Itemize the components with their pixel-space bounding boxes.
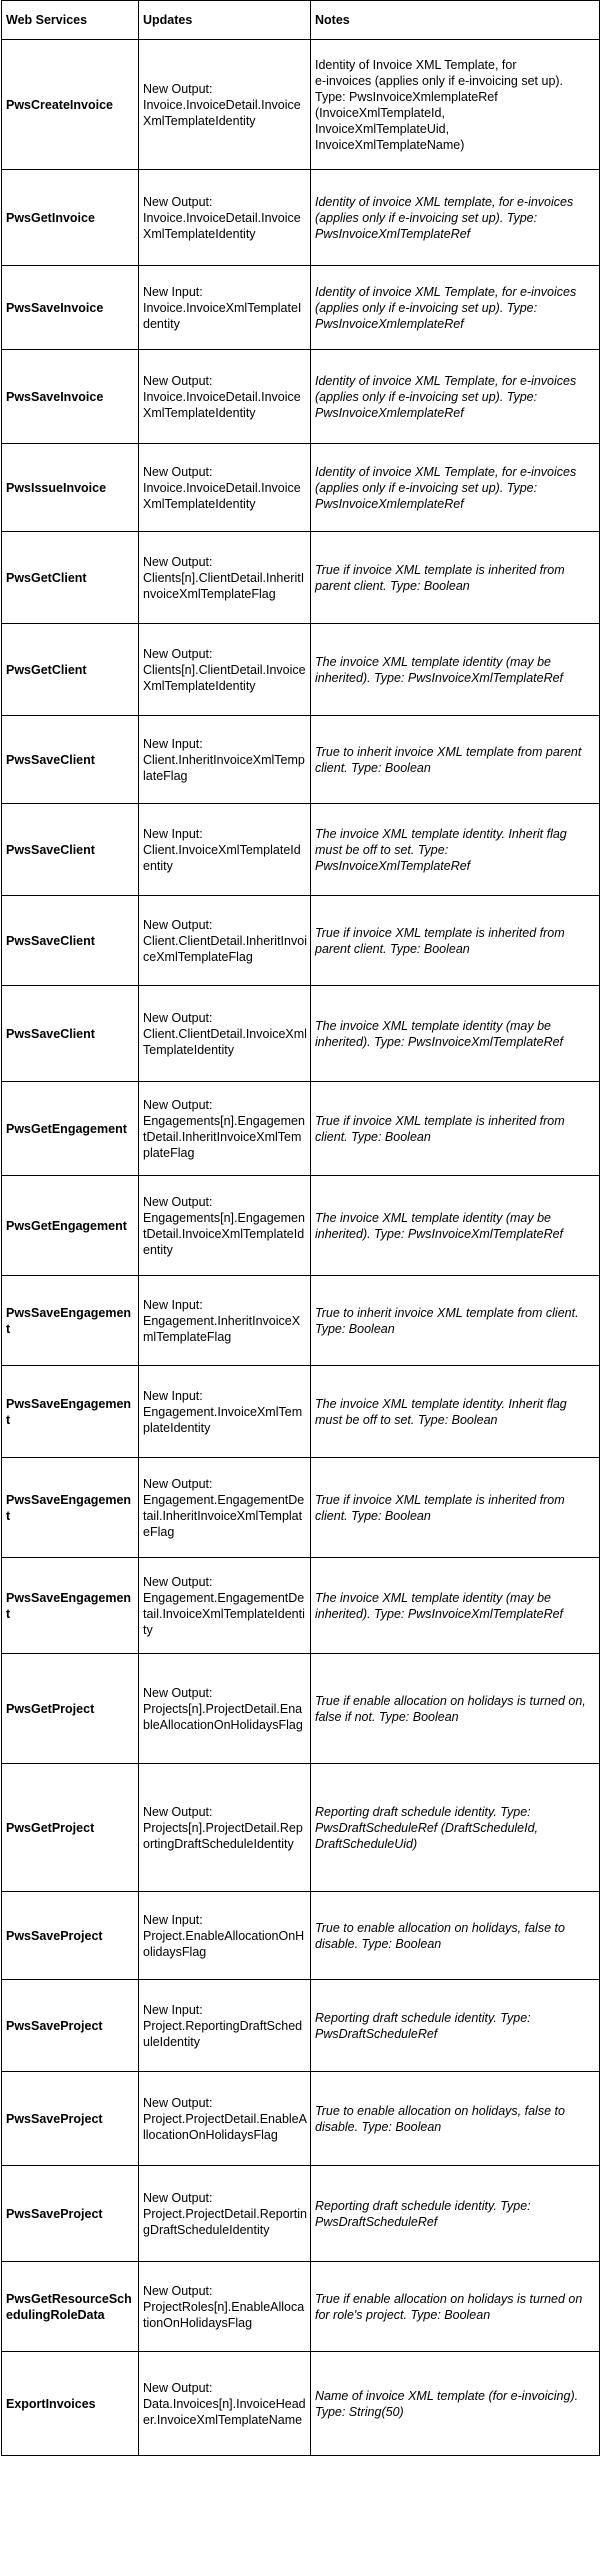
web-service-name: PwsSaveClient [2, 804, 139, 896]
table-row [2, 1980, 600, 2072]
note-text: Name of invoice XML template (for e-invoicing). Type: String(50) [315, 2388, 579, 2419]
web-service-name: ExportInvoices [2, 2352, 139, 2456]
web-service-name: PwsSaveProject [2, 2166, 139, 2262]
update-label: New Input: [143, 1388, 203, 1403]
update-label: New Output: [143, 1574, 213, 1589]
update-field: Projects[n].ProjectDetail.EnableAllocationOnHolidaysFlag [143, 1701, 303, 1732]
table-row [2, 2166, 600, 2262]
table-row [2, 266, 600, 350]
notes-cell [311, 624, 600, 716]
note-text: True if invoice XML template is inherited from client. Type: Boolean [315, 1492, 565, 1523]
update-field: Engagements[n].EngagementDetail.InheritInvoiceXmlTemplateFlag [143, 1113, 305, 1160]
web-service-name: PwsSaveClient [2, 986, 139, 1082]
update-label: New Input: [143, 1297, 203, 1312]
update-label: New Output: [143, 917, 213, 932]
notes-cell [311, 1176, 600, 1276]
update-cell [139, 1558, 311, 1654]
web-service-name: PwsSaveEngagement [2, 1276, 139, 1366]
update-cell [139, 716, 311, 804]
notes-cell [311, 1458, 600, 1558]
update-field: Project.ReportingDraftScheduleIdentity [143, 2018, 303, 2049]
update-cell [139, 40, 311, 170]
notes-cell [311, 716, 600, 804]
update-cell [139, 266, 311, 350]
notes-cell [311, 2262, 600, 2352]
update-cell [139, 1276, 311, 1366]
notes-cell [311, 170, 600, 266]
update-label: New Output: [143, 81, 213, 96]
note-text: The invoice XML template identity. Inherit flag must be off to set. Type: Boolean [315, 1396, 567, 1427]
table-row [2, 896, 600, 986]
update-field: Invoice.InvoiceDetail.InvoiceXmlTemplateIdentity [143, 210, 301, 241]
notes-cell [311, 40, 600, 170]
update-cell [139, 986, 311, 1082]
update-field: Engagement.EngagementDetail.InheritInvoiceXmlTemplateFlag [143, 1492, 305, 1539]
note-text: Identity of invoice XML Template, for e-invoices (applies only if e-invoicing set up). Type: PwsInvoiceXmlemplateRef [315, 284, 577, 331]
update-field: Engagement.EngagementDetail.InvoiceXmlTemplateIdentity [143, 1590, 305, 1637]
update-cell [139, 1980, 311, 2072]
update-cell [139, 532, 311, 624]
notes-cell [311, 2166, 600, 2262]
table-row [2, 1458, 600, 1558]
web-service-name: PwsSaveProject [2, 1980, 139, 2072]
column-header-updates: Updates [139, 1, 311, 40]
web-services-updates-table [1, 0, 600, 2456]
note-text: Type: PwsInvoiceXmlemplateRef [315, 89, 498, 104]
web-service-name: PwsGetEngagement [2, 1176, 139, 1276]
notes-cell [311, 1764, 600, 1892]
note-text: The invoice XML template identity (may be inherited). Type: PwsInvoiceXmlTemplateRef [315, 1210, 564, 1241]
web-service-name: PwsSaveClient [2, 716, 139, 804]
notes-cell [311, 804, 600, 896]
note-text: The invoice XML template identity (may be inherited). Type: PwsInvoiceXmlTemplateRef [315, 654, 564, 685]
update-field: Clients[n].ClientDetail.InheritInvoiceXmlTemplateFlag [143, 570, 305, 601]
update-field: Invoice.InvoiceXmlTemplateIdentity [143, 300, 302, 331]
update-label: New Output: [143, 2283, 213, 2298]
update-cell [139, 2072, 311, 2166]
web-service-name: PwsGetClient [2, 624, 139, 716]
update-field: ProjectRoles[n].EnableAllocationOnHolidaysFlag [143, 2299, 305, 2330]
table-row [2, 1558, 600, 1654]
notes-cell [311, 896, 600, 986]
table-row [2, 40, 600, 170]
update-field: Project.ProjectDetail.ReportingDraftScheduleIdentity [143, 2206, 307, 2237]
table-row [2, 350, 600, 444]
note-text: True if enable allocation on holidays is turned on, false if not. Type: Boolean [315, 1693, 586, 1724]
update-cell [139, 1654, 311, 1764]
table-body [2, 40, 600, 2456]
update-label: New Output: [143, 464, 213, 479]
table-row [2, 1366, 600, 1458]
table-row [2, 1176, 600, 1276]
update-cell [139, 1176, 311, 1276]
note-text: True to inherit invoice XML template from parent client. Type: Boolean [315, 744, 582, 775]
table-row [2, 624, 600, 716]
column-header-notes: Notes [311, 1, 600, 40]
web-service-name: PwsGetResourceSchedulingRoleData [2, 2262, 139, 2352]
update-label: New Output: [143, 1097, 213, 1112]
notes-cell [311, 986, 600, 1082]
note-text: Identity of invoice XML Template, for e-invoices (applies only if e-invoicing set up). Type: PwsInvoiceXmlemplateRef [315, 464, 577, 511]
update-field: Project.ProjectDetail.EnableAllocationOnHolidaysFlag [143, 2111, 307, 2142]
update-label: New Output: [143, 1194, 213, 1209]
update-label: New Input: [143, 284, 203, 299]
notes-cell [311, 2352, 600, 2456]
update-cell [139, 1458, 311, 1558]
update-field: Data.Invoices[n].InvoiceHeader.InvoiceXmlTemplateName [143, 2396, 306, 2427]
web-service-name: PwsSaveProject [2, 2072, 139, 2166]
web-service-name: PwsIssueInvoice [2, 444, 139, 532]
notes-cell [311, 1654, 600, 1764]
table-header-row [2, 1, 600, 40]
update-cell [139, 2262, 311, 2352]
update-field: Engagement.InheritInvoiceXmlTemplateFlag [143, 1313, 301, 1344]
note-text: The invoice XML template identity (may be inherited). Type: PwsInvoiceXmlTemplateRef [315, 1590, 564, 1621]
table-row [2, 1082, 600, 1176]
notes-cell [311, 266, 600, 350]
note-text: InvoiceXmlTemplateName) [315, 137, 465, 152]
web-service-name: PwsSaveInvoice [2, 350, 139, 444]
update-field: Clients[n].ClientDetail.InvoiceXmlTemplateIdentity [143, 662, 306, 693]
notes-cell [311, 2072, 600, 2166]
note-text: True if enable allocation on holidays is turned on for role's project. Type: Boolean [315, 2291, 583, 2322]
web-service-name: PwsSaveEngagement [2, 1458, 139, 1558]
update-field: Invoice.InvoiceDetail.InvoiceXmlTemplateIdentity [143, 389, 301, 420]
update-cell [139, 170, 311, 266]
note-text: True to enable allocation on holidays, false to disable. Type: Boolean [315, 1920, 565, 1951]
update-label: New Output: [143, 2380, 213, 2395]
table-row [2, 1764, 600, 1892]
table-row [2, 986, 600, 1082]
update-field: Invoice.InvoiceDetail.InvoiceXmlTemplateIdentity [143, 480, 301, 511]
note-text: True if invoice XML template is inherited from parent client. Type: Boolean [315, 925, 565, 956]
update-cell [139, 896, 311, 986]
table-row [2, 532, 600, 624]
web-service-name: PwsSaveInvoice [2, 266, 139, 350]
update-label: New Output: [143, 1804, 213, 1819]
update-label: New Input: [143, 2002, 203, 2017]
note-text: True if invoice XML template is inherited from client. Type: Boolean [315, 1113, 565, 1144]
note-text: True to enable allocation on holidays, false to disable. Type: Boolean [315, 2103, 565, 2134]
update-field: Projects[n].ProjectDetail.ReportingDraftScheduleIdentity [143, 1820, 303, 1851]
table-row [2, 1654, 600, 1764]
notes-cell [311, 1276, 600, 1366]
table-row [2, 170, 600, 266]
note-text: InvoiceXmlTemplateUid, [315, 121, 450, 136]
note-text: True if invoice XML template is inherited from parent client. Type: Boolean [315, 562, 565, 593]
notes-cell [311, 444, 600, 532]
table-row [2, 716, 600, 804]
update-label: New Input: [143, 736, 203, 751]
note-text: Identity of Invoice XML Template, for [315, 57, 517, 72]
table-row [2, 1892, 600, 1980]
update-field: Client.InheritInvoiceXmlTemplateFlag [143, 752, 305, 783]
web-service-name: PwsCreateInvoice [2, 40, 139, 170]
notes-cell [311, 1366, 600, 1458]
web-service-name: PwsSaveProject [2, 1892, 139, 1980]
update-label: New Output: [143, 1685, 213, 1700]
update-cell [139, 804, 311, 896]
update-field: Client.ClientDetail.InvoiceXmlTemplateIdentity [143, 1026, 307, 1057]
table-row [2, 2262, 600, 2352]
update-cell [139, 1764, 311, 1892]
update-field: Engagements[n].EngagementDetail.InvoiceXmlTemplateIdentity [143, 1210, 305, 1257]
note-text: (InvoiceXmlTemplateId, [315, 105, 445, 120]
note-text: Reporting draft schedule identity. Type: PwsDraftScheduleRef [315, 2198, 531, 2229]
notes-cell [311, 350, 600, 444]
update-field: Invoice.InvoiceDetail.InvoiceXmlTemplateIdentity [143, 97, 301, 128]
update-label: New Output: [143, 194, 213, 209]
note-text: The invoice XML template identity (may be inherited). Type: PwsInvoiceXmlTemplateRef [315, 1018, 564, 1049]
notes-cell [311, 1980, 600, 2072]
web-service-name: PwsGetProject [2, 1654, 139, 1764]
web-service-name: PwsGetEngagement [2, 1082, 139, 1176]
update-label: New Output: [143, 1476, 213, 1491]
update-label: New Output: [143, 1010, 213, 1025]
update-cell [139, 1082, 311, 1176]
update-cell [139, 624, 311, 716]
update-cell [139, 2352, 311, 2456]
update-cell [139, 444, 311, 532]
web-service-name: PwsSaveClient [2, 896, 139, 986]
table-row [2, 2072, 600, 2166]
web-service-name: PwsSaveEngagement [2, 1366, 139, 1458]
update-cell [139, 1366, 311, 1458]
update-label: New Output: [143, 2095, 213, 2110]
web-service-name: PwsGetProject [2, 1764, 139, 1892]
notes-cell [311, 532, 600, 624]
note-text: Identity of invoice XML template, for e-invoices (applies only if e-invoicing set up). Type: PwsInvoiceXmlTemplateRef [315, 194, 574, 241]
table-row [2, 444, 600, 532]
update-label: New Output: [143, 373, 213, 388]
update-label: New Input: [143, 826, 203, 841]
update-label: New Output: [143, 646, 213, 661]
update-field: Project.EnableAllocationOnHolidaysFlag [143, 1928, 305, 1959]
update-cell [139, 1892, 311, 1980]
column-header-web-services: Web Services [2, 1, 139, 40]
note-text: True to inherit invoice XML template from client. Type: Boolean [315, 1305, 579, 1336]
table-row [2, 2352, 600, 2456]
update-label: New Output: [143, 554, 213, 569]
update-field: Engagement.InvoiceXmlTemplateIdentity [143, 1404, 303, 1435]
update-label: New Input: [143, 1912, 203, 1927]
web-service-name: PwsGetClient [2, 532, 139, 624]
update-cell [139, 2166, 311, 2262]
table-row [2, 804, 600, 896]
update-field: Client.ClientDetail.InheritInvoiceXmlTemplateFlag [143, 933, 307, 964]
web-service-name: PwsSaveEngagement [2, 1558, 139, 1654]
update-field: Client.InvoiceXmlTemplateIdentity [143, 842, 301, 873]
update-label: New Output: [143, 2190, 213, 2205]
note-text: The invoice XML template identity. Inherit flag must be off to set. Type: PwsInvoiceXmlTemplateRef [315, 826, 567, 873]
table-row [2, 1276, 600, 1366]
notes-cell [311, 1082, 600, 1176]
notes-cell [311, 1892, 600, 1980]
update-cell [139, 350, 311, 444]
note-text: Identity of invoice XML Template, for e-invoices (applies only if e-invoicing set up). Type: PwsInvoiceXmlemplateRef [315, 373, 577, 420]
note-text: e-invoices (applies only if e-invoicing set up). [315, 73, 564, 88]
notes-cell [311, 1558, 600, 1654]
note-text: Reporting draft schedule identity. Type: PwsDraftScheduleRef (DraftScheduleId, DraftScheduleUid) [315, 1804, 539, 1851]
web-service-name: PwsGetInvoice [2, 170, 139, 266]
note-text: Reporting draft schedule identity. Type: PwsDraftScheduleRef [315, 2010, 531, 2041]
